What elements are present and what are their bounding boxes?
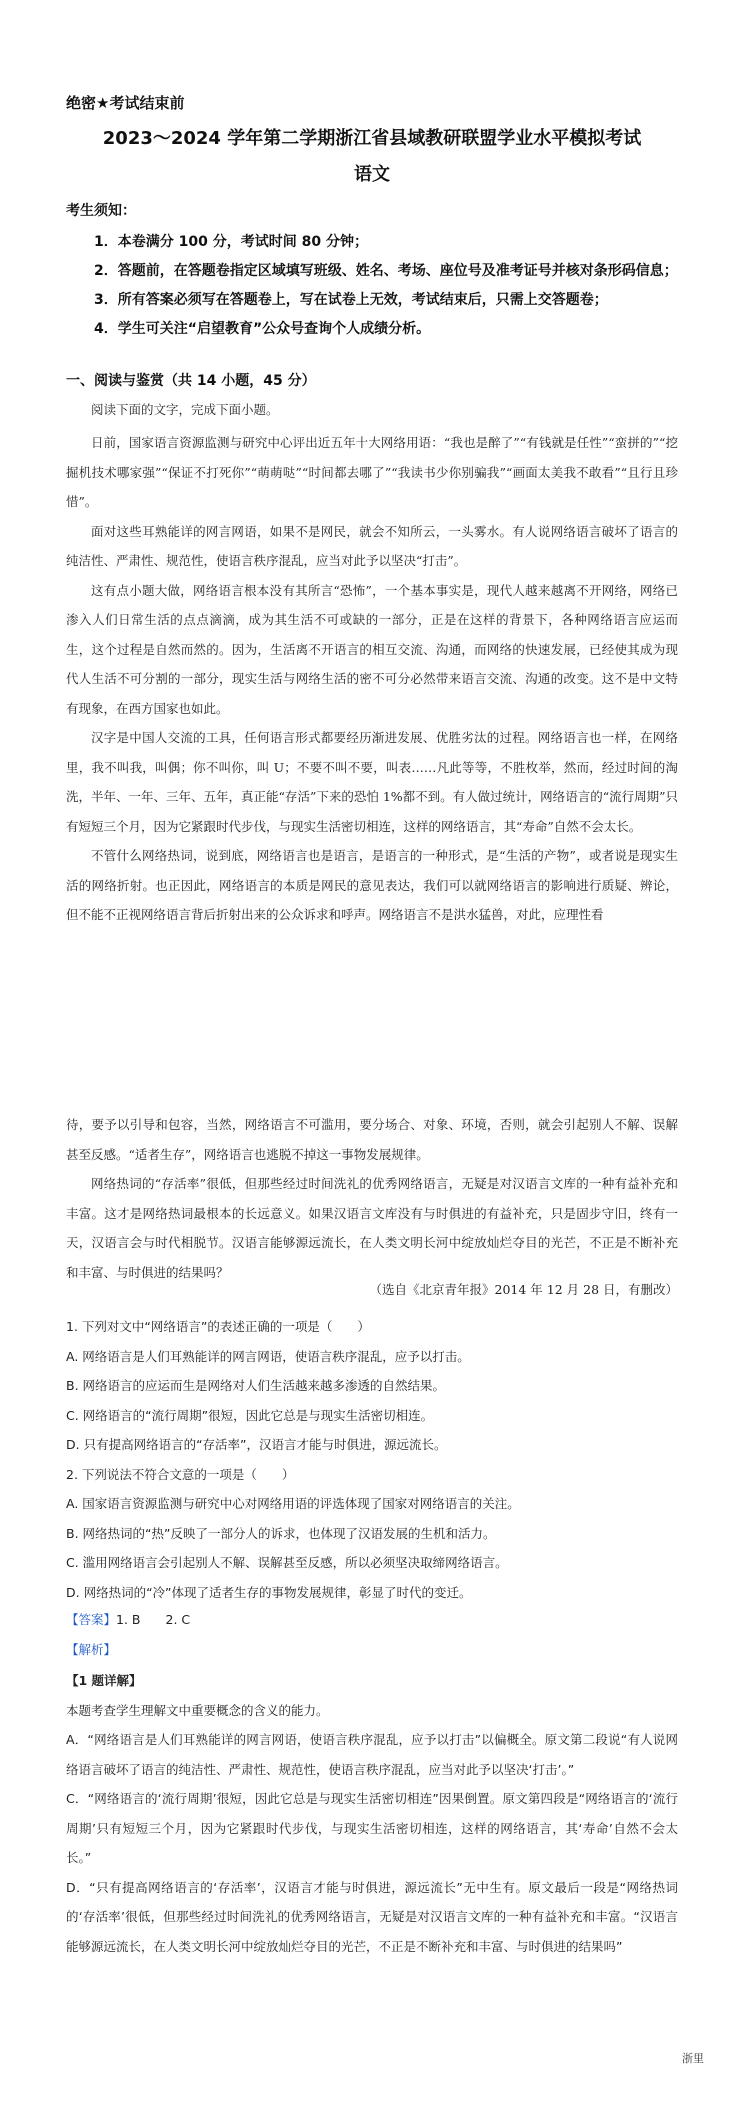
notice-item: 1．本卷满分 100 分，考试时间 80 分钟； (94, 234, 368, 250)
question-stem: 1. 下列对文中“网络语言”的表述正确的一项是（ ） (66, 1319, 370, 1334)
notice-list (66, 228, 678, 344)
passage-source: （选自《北京青年报》2014 年 12 月 28 日，有删改） (369, 1282, 678, 1297)
section-heading: 一、阅读与鉴赏（共 14 小题，45 分） (66, 373, 316, 389)
passage-paragraph-continued: 待，要予以引导和包容，当然，网络语言不可滥用，要分场合、对象、环境，否则，就会引起别人不解、误解甚至反感。“适者生存”，网络语言也逃脱不掉这一事物发展规律。 (66, 1117, 678, 1162)
passage-paragraph: 这有点小题大做，网络语言根本没有其所言“恐怖”，一个基本事实是，现代人越来越离不开网络，网络已渗入人们日常生活的点点滴滴，成为其生活不可或缺的一部分，正是在这样的背景下，各种网络语言应运而生，这个过程是自然而然的。因为，生活离不开语言的相互交流、沟通，而网络的快速发展，已经使其成为现代人生活不可分割的一部分，现实生活与网络生活的密不可分必然带来语言交流、沟通的改变。这不是中文特有现象，在西方国家也如此。 (66, 582, 678, 716)
question-option: D. 网络热词的“冷”体现了适者生存的事物发展规律，彰显了时代的变迁。 (66, 1584, 472, 1600)
passage-paragraph: 日前，国家语言资源监测与研究中心评出近五年十大网络用语：“我也是醉了”“有钱就是任性”“蛮拼的”“挖掘机技术哪家强”“保证不打死你”“萌萌哒”“时间都去哪了”“我读书少你别骗我”“画面太美我不敢看”“且行且珍惜”。 (66, 435, 678, 509)
analysis-paragraph: D．“只有提高网络语言的‘存活率’，汉语言才能与时俱进，源远流长”无中生有。原文最后一段是“网络热词的‘存活率’很低，但那些经过时间洗礼的优秀网络语言，无疑是对汉语言文库的一种有益补充和丰富。“汉语言能够源远流长，在人类文明长河中绽放灿烂夺目的光芒，不正是不断补充和丰富、与时俱进的结果吗” (66, 1879, 678, 1954)
passage-paragraph: 不管什么网络热词，说到底，网络语言也是语言，是语言的一种形式，是“生活的产物”，或者说是现实生活的网络折射。也正因此，网络语言的本质是网民的意见表达，我们可以就网络语言的影响进行质疑、辨论，但不能不正视网络语言背后折射出来的公众诉求和呼声。网络语言不是洪水猛兽，对此，应理性看 (66, 848, 678, 922)
question-stem: 2. 下列说法不符合文意的一项是（ ） (66, 1466, 295, 1482)
question-option: B. 网络热词的“热”反映了一部分人的诉求，也体现了汉语发展的生机和活力。 (66, 1525, 496, 1541)
analysis-label: 【解析】 (66, 1642, 117, 1657)
notice-item: 3．所有答案必须写在答题卷上，写在试卷上无效，考试结束后，只需上交答题卷； (94, 292, 608, 308)
question-option: C. 滥用网络语言会引起别人不解、误解甚至反感，所以必须坚决取缔网络语言。 (66, 1555, 508, 1570)
question-option: A. 国家语言资源监测与研究中心对网络用语的评选体现了国家对网络语言的关注。 (66, 1496, 520, 1511)
questions (66, 1312, 678, 1607)
exam-title: 2023～2024 学年第二学期浙江省县域教研联盟学业水平模拟考试 (102, 128, 642, 149)
subject-title: 语文 (354, 164, 390, 185)
passage-part2 (66, 1110, 678, 1287)
question-option: C. 网络语言的“流行周期”很短，因此它总是与现实生活密切相连。 (66, 1407, 434, 1423)
notice-item: 2．答题前，在答题卷指定区域填写班级、姓名、考场、座位号及准考证号并核对条形码信息； (94, 263, 678, 279)
secret-label: 绝密★考试结束前 (66, 94, 185, 112)
answer-line (66, 1610, 678, 1628)
passage-paragraph: 面对这些耳熟能详的网言网语，如果不是网民，就会不知所云，一头雾水。有人说网络语言破坏了语言的纯洁性、严肃性、规范性，使语言秩序混乱，应当对此予以坚决“打击”。 (66, 523, 678, 568)
passage-part1 (66, 428, 678, 930)
answer-value: 1. B 2. C (116, 1612, 191, 1627)
passage-paragraph: 网络热词的“存活率”很低，但那些经过时间洗礼的优秀网络语言，无疑是对汉语言文库的一种有益补充和丰富。这才是网络热词最根本的长远意义。如果汉语言文库没有与时俱进的有益补充，只是固步守旧，终有一天，汉语言会与时代相脱节。汉语言能够源远流长，在人类文明长河中绽放灿烂夺目的光芒，不正是不断补充和丰富、与时俱进的结果吗？ (66, 1176, 678, 1280)
notice-item: 4．学生可关注“启望教育”公众号查询个人成绩分析。 (94, 321, 431, 337)
analysis-paragraph: A．“网络语言是人们耳熟能详的网言网语，使语言秩序混乱，应予以打击”以偏概全。原文第二段说“有人说网络语言破坏了语言的纯洁性、严肃性、规范性，使语言秩序混乱，应当对此予以坚决‘打击’。” (66, 1732, 678, 1777)
passage-paragraph: 汉字是中国人交流的工具，任何语言形式都要经历渐进发展、优胜劣汰的过程。网络语言也一样，在网络里，我不叫我，叫偶；你不叫你，叫 U；不要不叫不要，叫表……凡此等等，不胜枚举，然而，经过时间的淘洗，半年、一年、三年、五年，真正能“存活”下来的恐怕 1%都不到。有人做过统计，网络语言的“流行周期”只有短短三个月，因为它紧跟时代步伐，与现实生活密切相连，这样的网络语言，其“寿命”自然不会太长。 (66, 730, 678, 834)
question-option: A. 网络语言是人们耳熟能详的网言网语，使语言秩序混乱，应予以打击。 (66, 1348, 470, 1364)
analysis-q1-label: 【1 题详解】 (66, 1673, 142, 1688)
answer-label: 【答案】 (66, 1612, 117, 1627)
page-footer-region: 浙里 (682, 2052, 704, 2065)
section-intro: 阅读下面的文字，完成下面小题。 (91, 402, 279, 417)
analysis-detail (66, 1666, 678, 1961)
question-option: B. 网络语言的应运而生是网络对人们生活越来越多渗透的自然结果。 (66, 1378, 446, 1393)
notice-heading: 考生须知： (66, 203, 136, 219)
question-option: D. 只有提高网络语言的“存活率”，汉语言才能与时俱进，源远流长。 (66, 1437, 447, 1452)
analysis-paragraph: C．“网络语言的‘流行周期’很短，因此它总是与现实生活密切相连”因果倒置。原文第四段是“网络语言的‘流行周期’只有短短三个月，因为它紧跟时代步伐，与现实生活密切相连，这样的网络语言，其‘寿命’自然不会太长。” (66, 1791, 678, 1865)
analysis-paragraph: 本题考查学生理解文中重要概念的含义的能力。 (66, 1702, 329, 1718)
